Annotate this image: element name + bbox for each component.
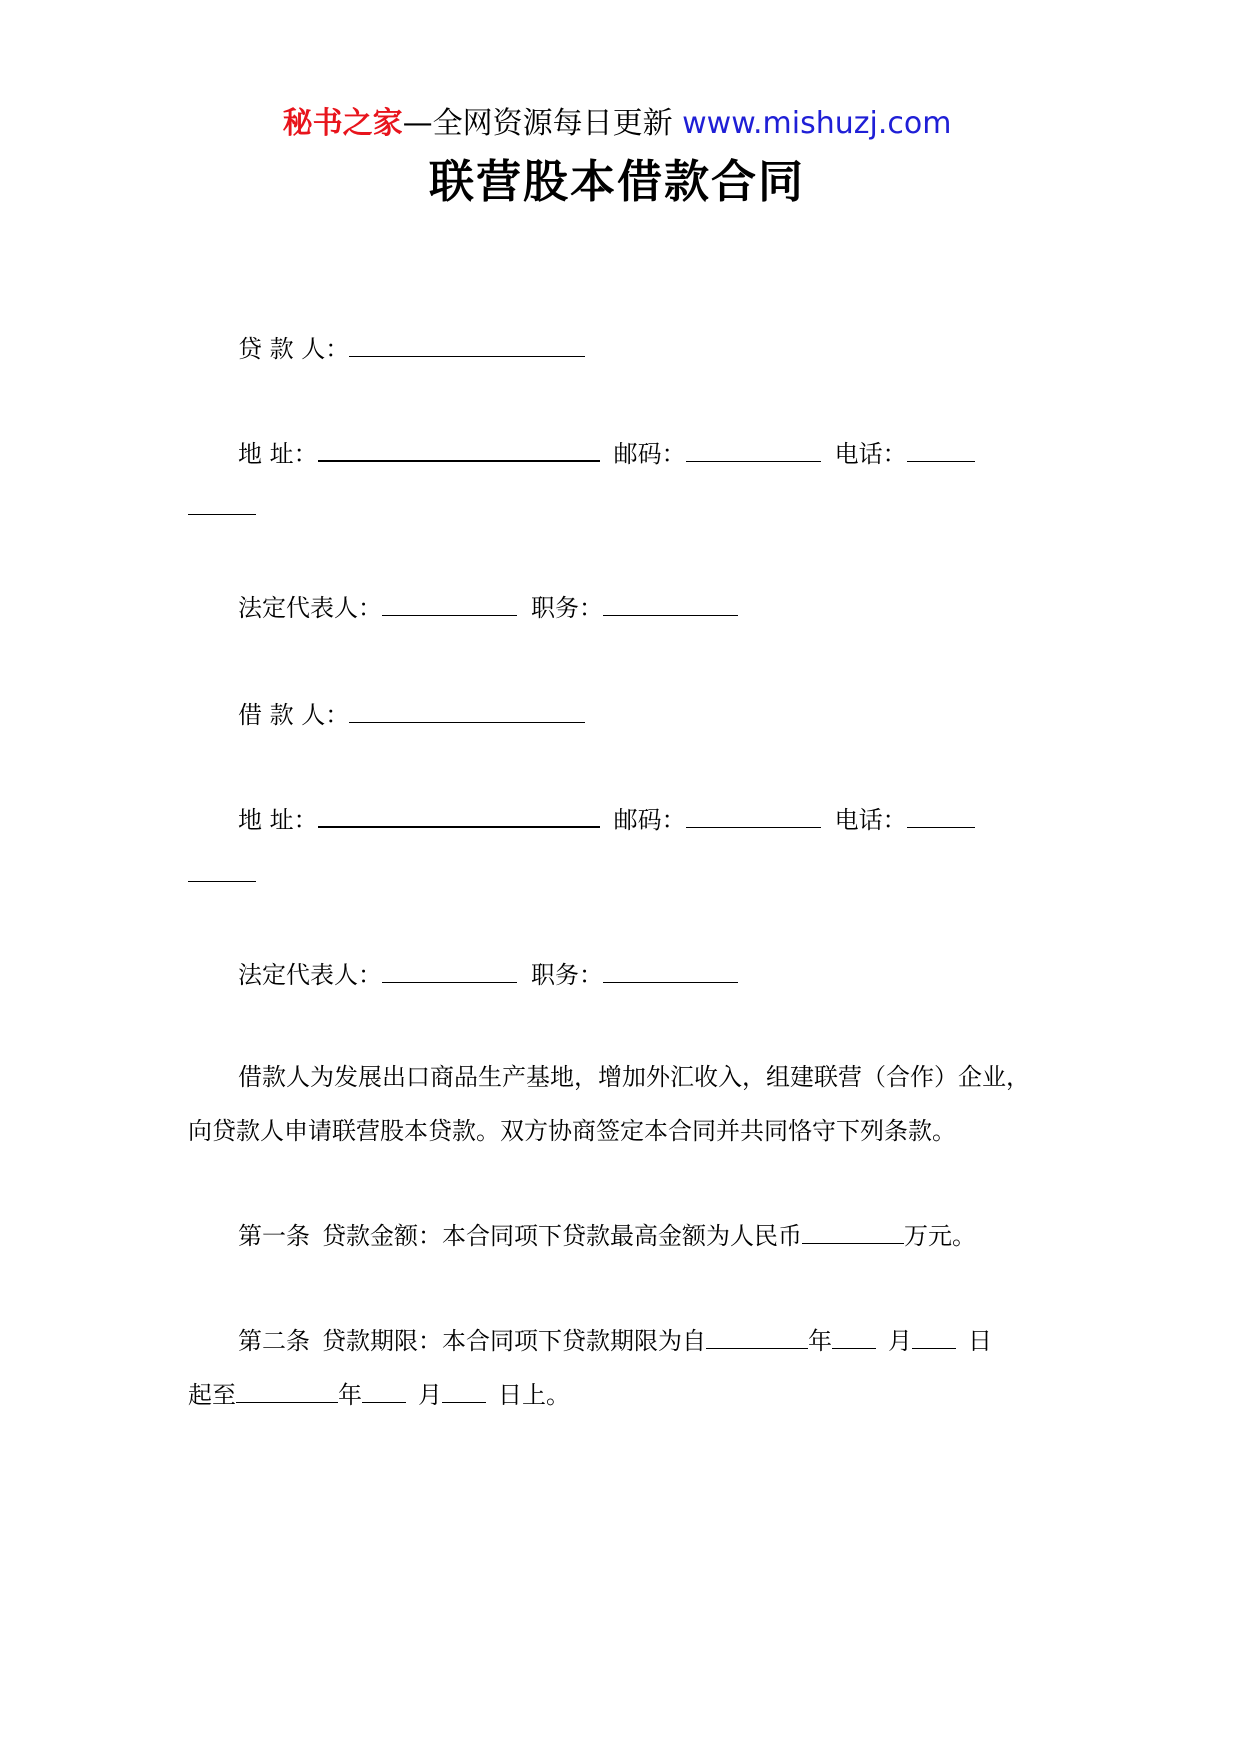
article-1 <box>238 1217 976 1253</box>
lender-name-blank[interactable] <box>349 330 585 357</box>
lender-address-label: 地 址： <box>238 440 318 468</box>
start-year-blank[interactable] <box>706 1322 808 1349</box>
borrower-zip-label: 邮码： <box>613 806 686 834</box>
article-2-line-1 <box>238 1322 992 1358</box>
end-day-blank[interactable] <box>442 1376 486 1403</box>
lender-name-line <box>238 330 585 366</box>
article-2-text: 贷款期限：本合同项下贷款期限为自 <box>322 1327 706 1355</box>
site-url[interactable]: www.mishuzj.com <box>682 106 952 141</box>
start-day-label: 日 <box>968 1327 992 1355</box>
lender-address-line <box>238 434 975 471</box>
borrower-position-blank[interactable] <box>603 956 738 983</box>
lender-zip-blank[interactable] <box>686 435 821 462</box>
end-year-label: 年 <box>338 1381 362 1409</box>
start-month-label: 月 <box>888 1327 912 1355</box>
end-month-label: 月 <box>418 1381 442 1409</box>
lender-phone-continuation <box>188 488 256 524</box>
brand-name: 秘书之家 <box>282 106 403 141</box>
borrower-phone-blank-cont[interactable] <box>188 855 256 882</box>
intro-line-1: 借款人为发展出口商品生产基地，增加外汇收入，组建联营（合作）企业， <box>238 1063 1030 1091</box>
article-1-text: 贷款金额：本合同项下贷款最高金额为人民币 <box>322 1222 802 1250</box>
lender-rep-label: 法定代表人： <box>238 594 382 622</box>
borrower-rep-label: 法定代表人： <box>238 961 382 989</box>
borrower-name-line <box>238 696 585 732</box>
intro-line-2: 向贷款人申请联营股本贷款。双方协商签定本合同并共同恪守下列条款。 <box>188 1117 956 1145</box>
borrower-address-label: 地 址： <box>238 806 318 834</box>
loan-amount-blank[interactable] <box>802 1217 904 1244</box>
article-2-line2-start: 起至 <box>188 1381 236 1409</box>
borrower-phone-label: 电话： <box>834 806 907 834</box>
borrower-phone-continuation <box>188 855 256 891</box>
end-month-blank[interactable] <box>362 1376 406 1403</box>
borrower-address-blank[interactable] <box>318 800 600 828</box>
end-year-blank[interactable] <box>236 1376 338 1403</box>
borrower-phone-blank[interactable] <box>907 801 975 828</box>
site-header <box>0 104 1234 144</box>
borrower-name-label: 借 款 人： <box>238 701 350 729</box>
borrower-rep-blank[interactable] <box>382 956 517 983</box>
lender-phone-blank-cont[interactable] <box>188 488 256 515</box>
lender-rep-line <box>238 589 738 625</box>
borrower-address-line <box>238 800 975 837</box>
lender-address-blank[interactable] <box>318 434 600 462</box>
article-2-line-2 <box>188 1376 570 1412</box>
start-day-blank[interactable] <box>912 1322 956 1349</box>
lender-position-label: 职务： <box>531 594 603 622</box>
document-title: 联营股本借款合同 <box>428 155 805 208</box>
borrower-name-blank[interactable] <box>349 696 585 723</box>
lender-zip-label: 邮码： <box>613 440 686 468</box>
article-1-number: 第一条 <box>238 1222 310 1250</box>
article-1-unit: 万元。 <box>904 1222 976 1250</box>
lender-phone-blank[interactable] <box>907 435 975 462</box>
article-2-number: 第二条 <box>238 1327 310 1355</box>
start-year-label: 年 <box>808 1327 832 1355</box>
header-slogan: —全网资源每日更新 <box>402 106 673 141</box>
borrower-rep-line <box>238 956 738 992</box>
lender-phone-label: 电话： <box>834 440 907 468</box>
lender-position-blank[interactable] <box>603 589 738 616</box>
article-2-line2-end: 日上。 <box>498 1381 570 1409</box>
borrower-zip-blank[interactable] <box>686 801 821 828</box>
lender-rep-blank[interactable] <box>382 589 517 616</box>
start-month-blank[interactable] <box>832 1322 876 1349</box>
lender-name-label: 贷 款 人： <box>238 335 350 363</box>
borrower-position-label: 职务： <box>531 961 603 989</box>
